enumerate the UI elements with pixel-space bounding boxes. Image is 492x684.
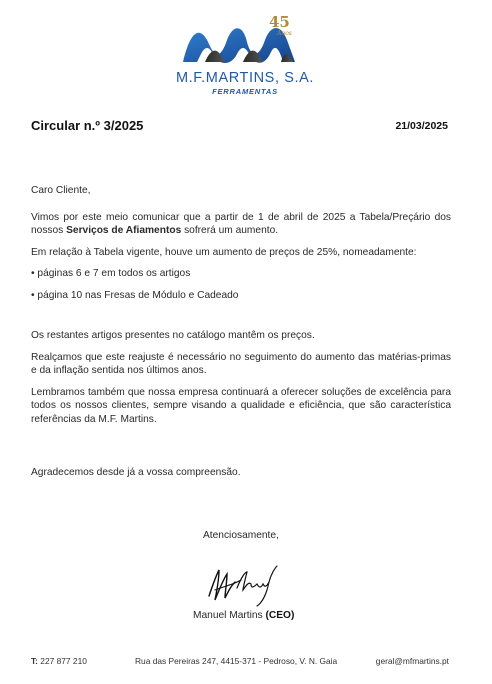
anniversary-word: Anos (277, 30, 292, 37)
footer-address: Rua das Pereiras 247, 4415-371 - Pedroso, V. N. Gaia (135, 656, 338, 666)
circular-title: Circular n.º 3/2025 (31, 118, 144, 133)
paragraph-commitment: Lembramos também que nossa empresa continuará a oferecer soluções de excelência para todos os nossos clientes, sempre visando a qualidade e eficiência, que são característica referências da M.F. Martins. (31, 386, 451, 425)
company-name: M.F.MARTINS, S.A. (175, 70, 315, 86)
footer-email: geral@mfmartins.pt (375, 656, 449, 666)
greeting: Caro Cliente, (31, 185, 91, 196)
company-logo (165, 12, 325, 98)
signer-role: (CEO) (265, 610, 295, 621)
signer (193, 610, 294, 621)
footer-phone (31, 656, 87, 666)
signer-name: Manuel Martins (193, 610, 266, 621)
announcement-text: Vimos por este meio comunicar que a partir de 1 de abril de 2025 a Tabela/Preçário dos nossos (31, 211, 451, 236)
handwritten-signature (205, 560, 285, 608)
letter-body (31, 184, 451, 480)
document-date: 21/03/2025 (395, 120, 448, 132)
phone-number: 227 877 210 (37, 656, 87, 666)
anniversary-number: 45 (269, 13, 290, 31)
list-item: • páginas 6 e 7 em todos os artigos (31, 268, 191, 279)
paragraph-announcement (31, 211, 451, 238)
phone-label: T: (31, 656, 38, 666)
announcement-text-end: sofrerá um aumento. (181, 225, 279, 236)
company-tagline: FERRAMENTAS (212, 87, 278, 96)
paragraph-justification: Realçamos que este reajuste é necessário no seguimento do aumento das matérias-primas e da inflação sentida nos últimos anos. (31, 351, 451, 376)
paragraph-increase: Em relação à Tabela vigente, houve um aumento de preços de 25%, nomeadamente: (31, 246, 417, 258)
paragraph-thanks: Agradecemos desde já a vossa compreensão. (31, 467, 241, 478)
closing: Atenciosamente, (203, 530, 279, 541)
list-item: • página 10 nas Fresas de Módulo e Cadeado (31, 289, 239, 301)
paragraph-unchanged: Os restantes artigos presentes no catálogo mantêm os preços. (31, 330, 315, 341)
service-name: Serviços de Afiamentos (66, 225, 182, 236)
